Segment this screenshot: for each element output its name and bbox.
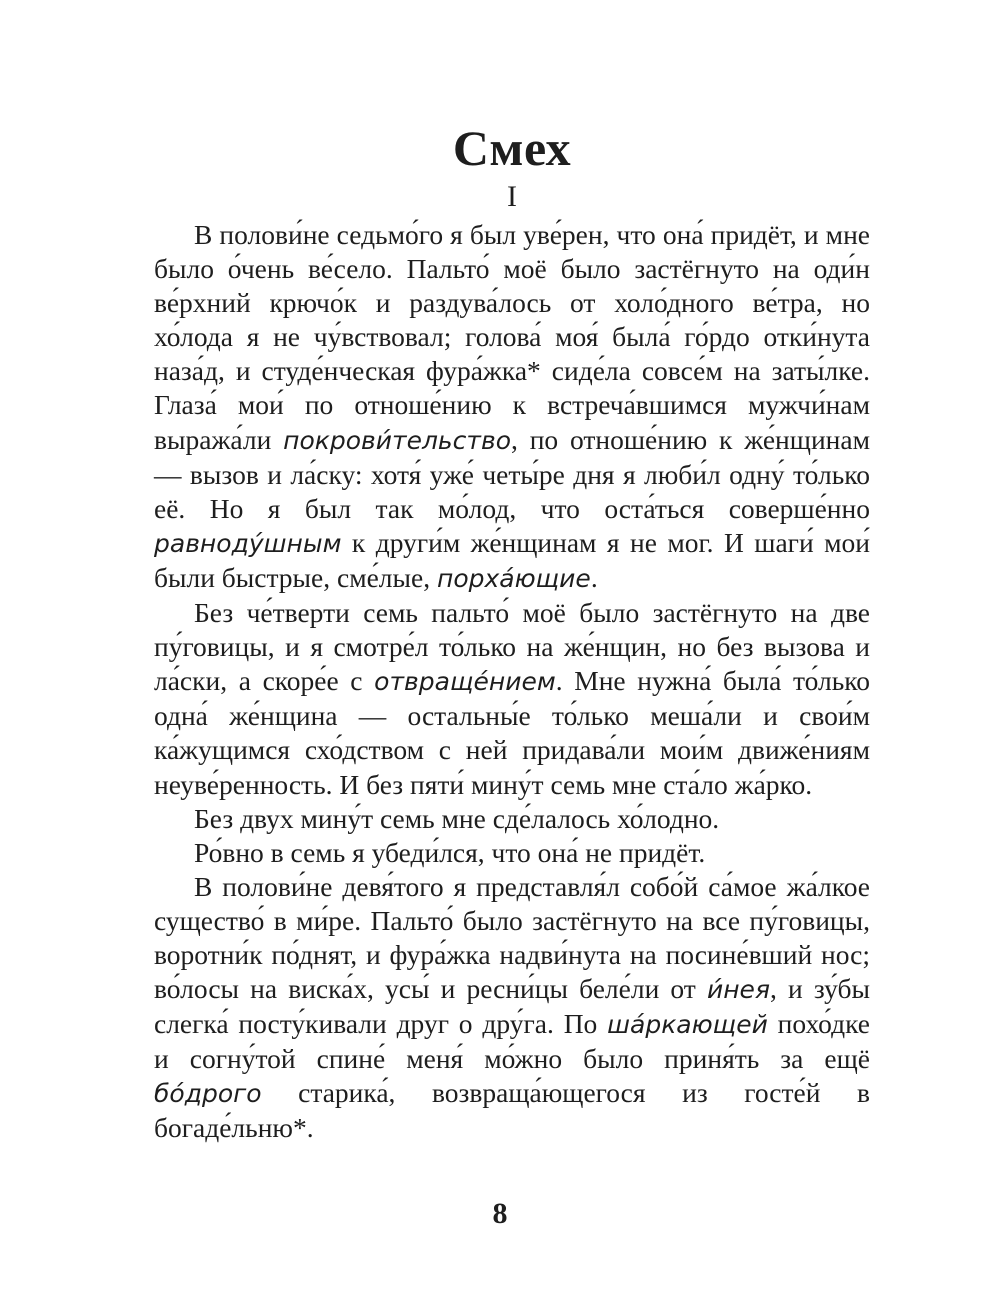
text-run: В полови́не седьмо́го я был уве́рен, что она́ придёт, и мне было о́чень ве́село. Пальто́ моё было застёгнуто на оди́н ве́рхний крючо́к и раздува́лось от холо́дного ве́тра, но хо́лода я не чу́вствовал; голова́ моя́ была́ го́рдо отки́нута наза́д, и студе́нческая фура́жка* сиде́ла совсе́м на заты́лке. Глаза́ мои́ по отноше́нию к встреча́вшимся мужчи́нам выража́ли [154,219,870,455]
paragraph [154,218,870,596]
text-run: к други́м же́нщинам я не мог. И шаги́ мои́ были быстрые, сме́лые, [154,526,870,593]
chapter-number: I [507,180,517,213]
paragraph [154,870,870,1146]
page-content [154,118,870,1146]
story-text [154,218,870,1146]
emphasized-word: отвраще́нием [374,667,556,697]
text-run: , по отноше́нию к же́нщинам — вызов и ла́ску: хотя́ уже́ четы́ре дня я люби́л одну́ то́лько её. Но я был так мо́лод, что оста́ться соверше́нно [154,423,870,524]
text-run: похо́дке и согну́той спине́ меня́ мо́жно было приня́ть за ещё [154,1008,871,1075]
text-run: В полови́не девя́того я представля́л собо́й са́мое жа́лкое существо́ в ми́ре. Пальто́ было застёгнуто на все пу́говицы, воротни́к по́днят, и фура́жка надви́нута на посине́вший нос; во́лосы на виска́х, усы́ и ресни́цы беле́ли от [154,870,870,1005]
emphasized-word: порха́ющие [436,563,591,593]
text-run: . [590,561,598,593]
text-run: . Мне нужна́ была́ то́лько одна́ же́нщина — остальны́е то́лько меша́ли и свои́м ка́жущимся схо́дством с ней придава́ли мои́м движе́ниям неуве́ренность. И без пяти́ мину́т семь мне ста́ло жа́рко. [154,665,870,800]
text-run: старика́, возвраща́ющегося из госте́й в богаде́льню*. [154,1077,870,1144]
paragraph [154,802,870,836]
text-run: Без че́тверти семь пальто́ моё было застёгнуто на две пу́говицы, и я смотре́л то́лько на же́нщин, но без вызова и ла́ски, а скоре́е с [154,597,870,697]
emphasized-word: и́нея [706,975,770,1005]
emphasized-word: покрови́тельство [283,425,512,455]
page-number: 8 [492,1197,508,1230]
emphasized-word: равноду́шным [154,528,342,558]
text-run: Ро́вно в семь я убеди́лся, что она́ не придёт. [194,836,706,868]
emphasized-word: бо́дрого [154,1079,262,1109]
emphasized-word: ша́ркающей [607,1010,768,1040]
page-title: Смех [452,120,572,176]
paragraph [154,836,870,870]
paragraph [154,596,870,802]
text-run: , и зу́бы слегка́ посту́кивали друг о дру́га. По [154,973,870,1040]
text-run: Без двух мину́т семь мне сде́лалось хо́лодно. [194,802,720,834]
